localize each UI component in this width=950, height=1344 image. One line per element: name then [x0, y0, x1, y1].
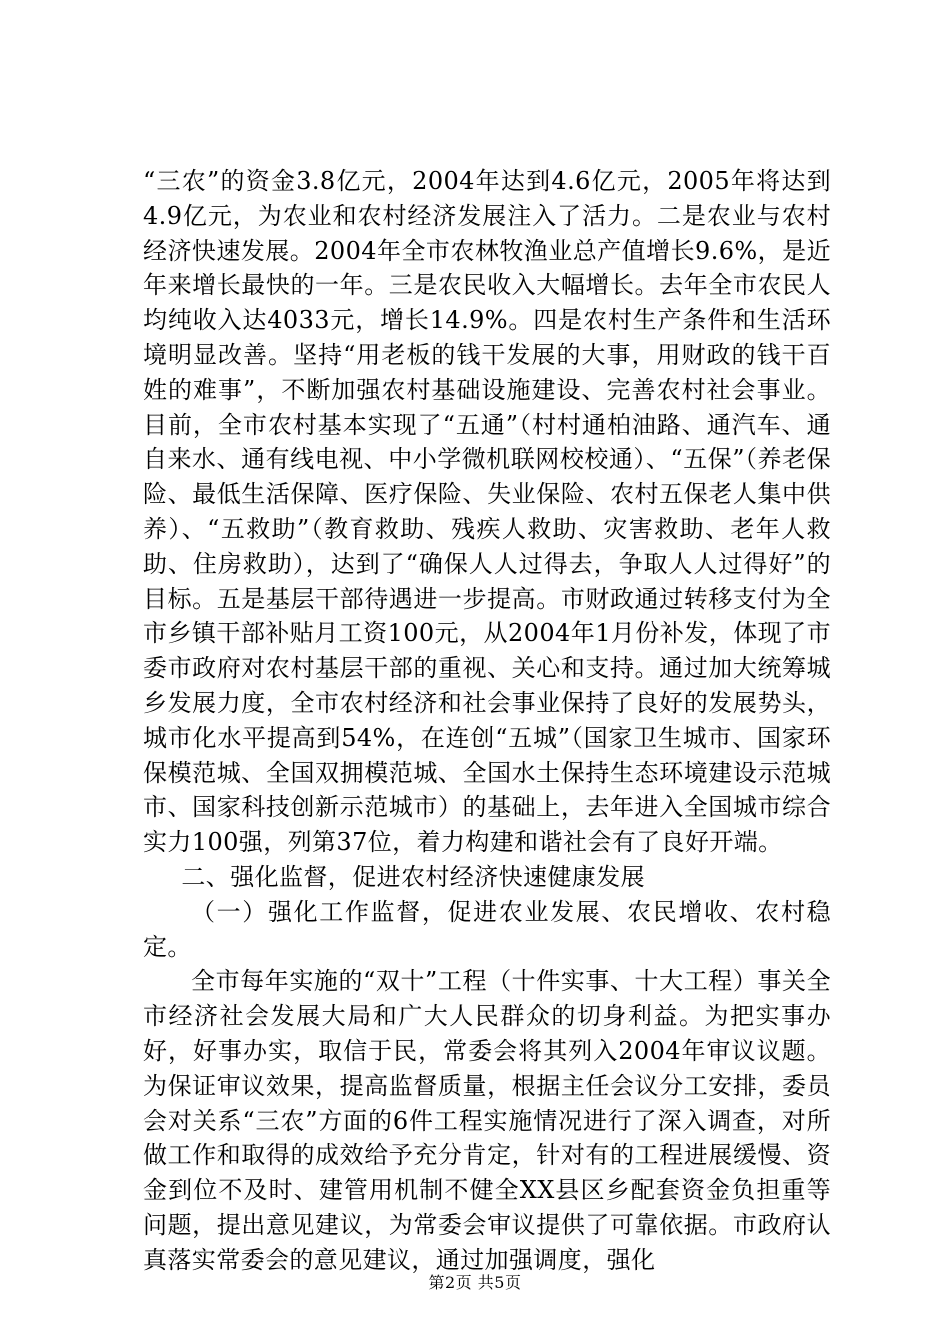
- page-footer: 第2页 共5页: [428, 1273, 522, 1292]
- section-heading: 二、强化监督，促进农村经济快速健康发展: [181, 862, 645, 891]
- body-paragraph-continued: “三农”的资金3.8亿元，2004年达到4.6亿元，2005年将达到4.9亿元，为农业和农村经济发展注入了活力。二是农业与农村经济快速发展。2004年全市农林牧渔业总产值增长9.6%，是近年来增长最快的一年。三是农民收入大幅增长。去年全市农民人均纯收入达4033元，增长14.9%。四是农村生产条件和生活环境明显改善。坚持“用老板的钱干发展的大事，用财政的钱干百姓的难事”，不断加强农村基础设施建设、完善农村社会事业。目前，全市农村基本实现了“五通”（村村通柏油路、通汽车、通自来水、通有线电视、中小学微机联网校校通）、“五保”（养老保险、最低生活保障、医疗保险、失业保险、农村五保老人集中供养）、“五救助”（教育救助、残疾人救助、灾害救助、老年人救助、住房救助），达到了“确保人人过得去，争取人人过得好”的目标。五是基层干部待遇进一步提高。市财政通过转移支付为全市乡镇干部补贴月工资100元，从2004年1月份补发，体现了市委市政府对农村基层干部的重视、关心和支持。通过加大统筹城乡发展力度，全市农村经济和社会事业保持了良好的发展势头，城市化水平提高到54%，在连创“五城”（国家卫生城市、国家环保模范城、全国双拥模范城、全国水土保持生态环境建设示范城市、国家科技创新示范城市）的基础上，去年进入全国城市综合实力100强，列第37位，着力构建和谐社会有了良好开端。: [143, 167, 831, 857]
- subsection-heading: （一）强化工作监督，促进农业发展、农民增收、农村稳定。: [143, 897, 831, 961]
- document-body: [143, 164, 831, 1278]
- body-paragraph: 全市每年实施的“双十”工程（十件实事、十大工程）事关全市经济社会发展大局和广大人民群众的切身利益。为把实事办好，好事办实，取信于民，常委会将其列入2004年审议议题。为保证审议效果，提高监督质量，根据主任会议分工安排，委员会对关系“三农”方面的6件工程实施情况进行了深入调查，对所做工作和取得的成效给予充分肯定，针对有的工程进展缓慢、资金到位不及时、建管用机制不健全XX县区乡配套资金负担重等问题，提出意见建议，为常委会审议提供了可靠依据。市政府认真落实常委会的意见建议，通过加强调度，强化: [143, 967, 831, 1274]
